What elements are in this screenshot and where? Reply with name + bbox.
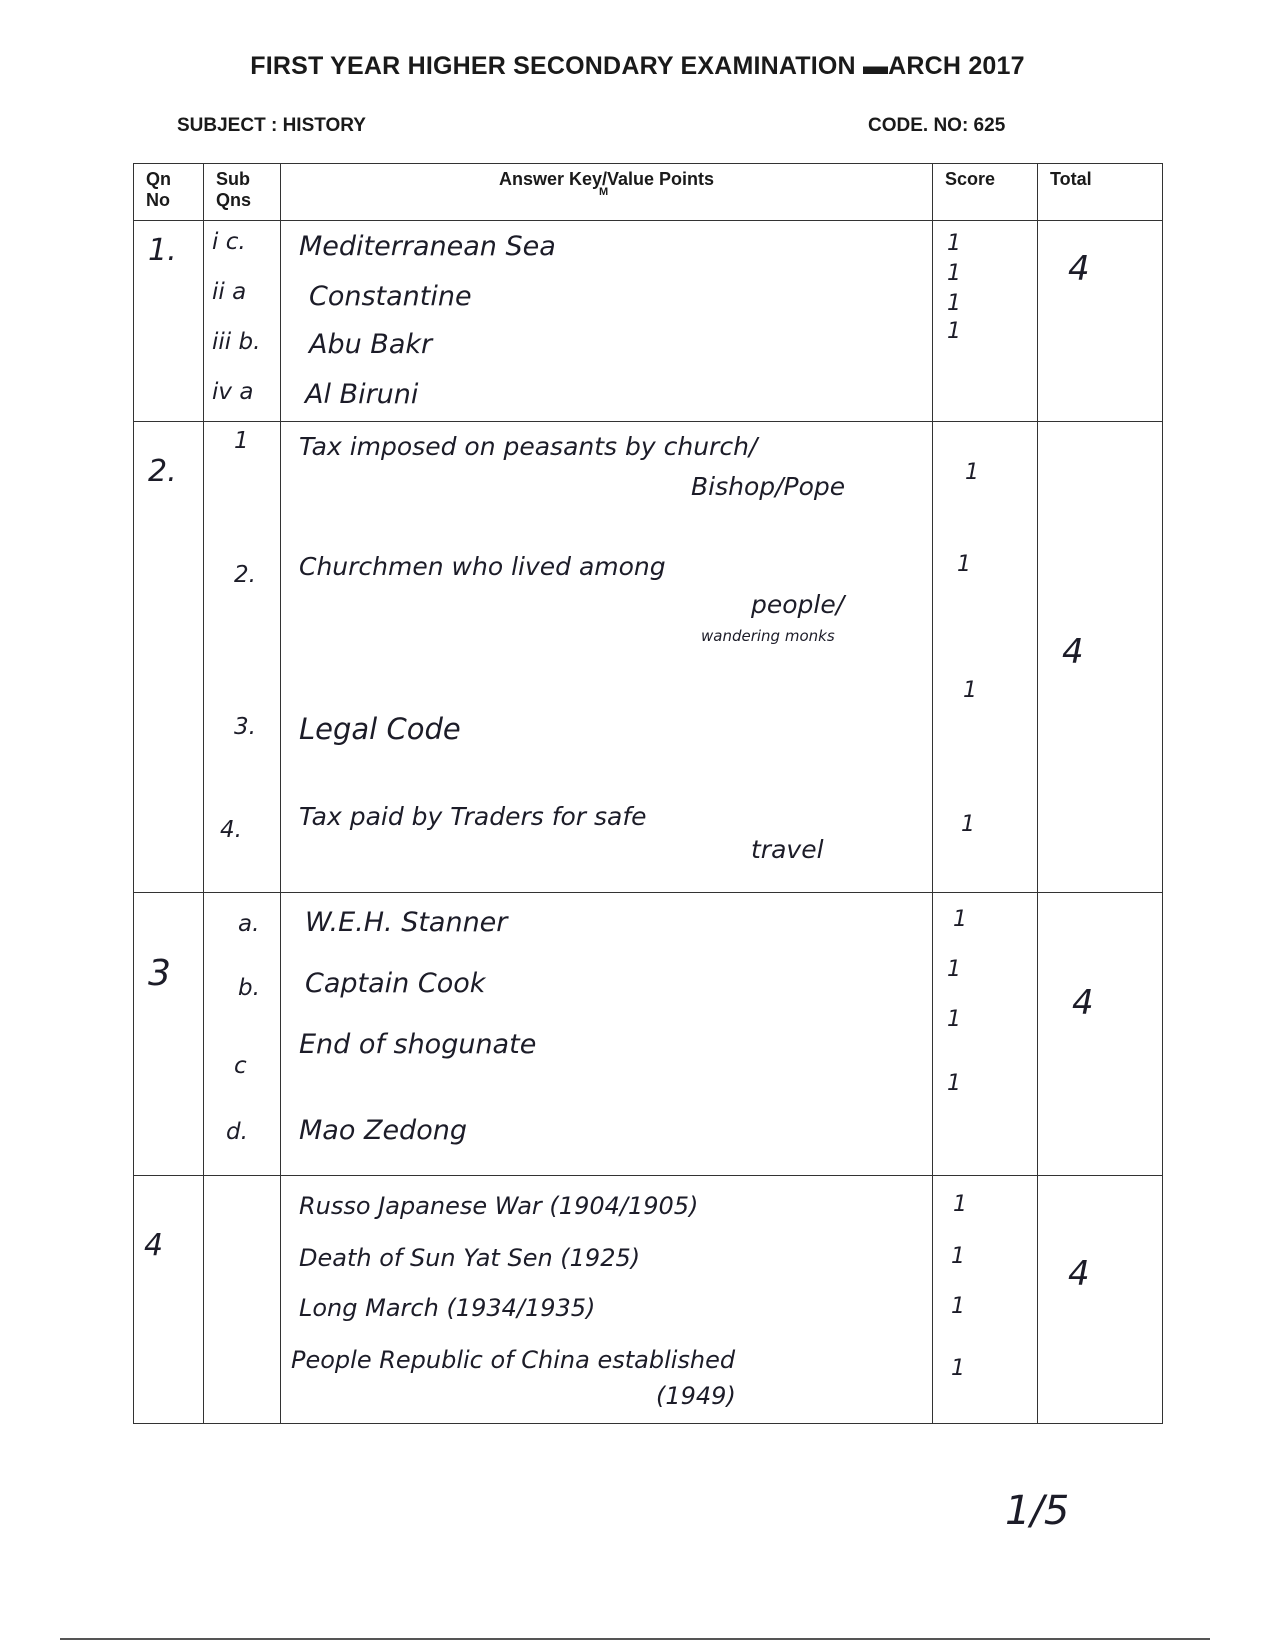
answer-text: Bishop/Pope — [691, 472, 846, 501]
score-value: 1 — [947, 291, 961, 316]
sub-label: ii a — [212, 279, 247, 305]
answer-text: People Republic of China established — [291, 1346, 736, 1374]
sub-label: i c. — [212, 229, 246, 255]
total-value: 4 — [1062, 632, 1084, 672]
table-row — [134, 1176, 1163, 1424]
header-qn-no: Qn No — [134, 164, 204, 221]
answer-text: Death of Sun Yat Sen (1925) — [299, 1244, 641, 1272]
total-cell — [1038, 1176, 1163, 1424]
score-value: 1 — [957, 552, 971, 577]
sub-label: d. — [226, 1119, 248, 1145]
answer-text: people/ — [751, 590, 845, 619]
subject-label: SUBJECT : HISTORY — [177, 115, 366, 136]
answer-text: Captain Cook — [305, 968, 486, 999]
page-number-mark: 1/5 — [1005, 1488, 1070, 1534]
answer-text: Constantine — [309, 281, 472, 312]
total-value: 4 — [1072, 983, 1094, 1023]
score-value: 1 — [953, 1192, 967, 1217]
answer-text: wandering monks — [701, 627, 835, 645]
qn-cell — [134, 1176, 204, 1424]
answer-text: End of shogunate — [299, 1029, 537, 1060]
total-cell — [1038, 221, 1163, 422]
sub-label: iv a — [212, 379, 254, 405]
score-value: 1 — [947, 1071, 961, 1096]
sub-cell — [204, 893, 281, 1176]
sub-label: 4. — [220, 817, 242, 843]
score-cell — [933, 1176, 1038, 1424]
qn-number: 2. — [148, 454, 177, 489]
answer-text: Churchmen who lived among — [299, 552, 666, 581]
total-value: 4 — [1068, 249, 1090, 289]
table-row — [134, 893, 1163, 1176]
code-number: CODE. NO: 625 — [868, 115, 1006, 136]
score-value: 1 — [961, 812, 975, 837]
sub-label: a. — [238, 911, 260, 937]
footer-divider — [60, 1638, 1210, 1640]
answer-text: travel — [751, 835, 824, 864]
score-value: 1 — [947, 319, 961, 344]
qn-number: 1. — [148, 233, 177, 268]
score-value: 1 — [951, 1294, 965, 1319]
score-value: 1 — [953, 907, 967, 932]
answer-text: Legal Code — [299, 712, 461, 746]
total-value: 4 — [1068, 1254, 1090, 1294]
score-cell — [933, 422, 1038, 893]
qn-cell — [134, 422, 204, 893]
answer-cell — [281, 893, 933, 1176]
sub-label: c — [234, 1053, 247, 1079]
answer-text: Al Biruni — [305, 379, 419, 410]
answer-text: Tax imposed on peasants by church/ — [299, 432, 758, 461]
sub-label: b. — [238, 975, 260, 1001]
sub-label: 1 — [234, 428, 249, 454]
sub-label: 2. — [234, 562, 256, 588]
answer-cell — [281, 422, 933, 893]
answer-key-table — [133, 163, 1163, 1424]
answer-text: (1949) — [656, 1382, 736, 1410]
answer-text: Russo Japanese War (1904/1905) — [299, 1192, 699, 1220]
header-answer-text: Answer Key/Value Points — [498, 169, 715, 189]
answer-cell — [281, 221, 933, 422]
qn-number: 3 — [148, 953, 171, 994]
sub-cell — [204, 221, 281, 422]
table-row — [134, 422, 1163, 893]
header-total: Total — [1038, 164, 1163, 221]
score-cell — [933, 893, 1038, 1176]
answer-cell — [281, 1176, 933, 1424]
score-value: 1 — [965, 460, 979, 485]
score-value: 1 — [951, 1244, 965, 1269]
answer-text: Long March (1934/1935) — [299, 1294, 596, 1322]
score-value: 1 — [947, 261, 961, 286]
total-cell — [1038, 422, 1163, 893]
header-score: Score — [933, 164, 1038, 221]
header-insert-mark: M — [599, 186, 609, 198]
qn-cell — [134, 893, 204, 1176]
answer-text: Mediterranean Sea — [299, 231, 556, 262]
total-cell — [1038, 893, 1163, 1176]
table-row — [134, 221, 1163, 422]
answer-text: W.E.H. Stanner — [305, 907, 508, 938]
score-value: 1 — [947, 231, 961, 256]
answer-text: Abu Bakr — [309, 329, 433, 360]
score-cell — [933, 221, 1038, 422]
score-value: 1 — [947, 1007, 961, 1032]
qn-cell — [134, 221, 204, 422]
score-value: 1 — [963, 678, 977, 703]
sub-cell — [204, 422, 281, 893]
sub-label: 3. — [234, 714, 256, 740]
answer-text: Tax paid by Traders for safe — [299, 802, 647, 831]
qn-number: 4 — [144, 1228, 164, 1263]
sub-cell — [204, 1176, 281, 1424]
sub-label: iii b. — [212, 329, 261, 355]
answer-text: Mao Zedong — [299, 1115, 467, 1146]
exam-title: FIRST YEAR HIGHER SECONDARY EXAMINATION ▬ARCH 2017 — [250, 52, 1025, 80]
header-sub-qns: Sub Qns — [204, 164, 281, 221]
header-answer-key — [281, 164, 933, 221]
score-value: 1 — [951, 1356, 965, 1381]
score-value: 1 — [947, 957, 961, 982]
table-header-row — [134, 164, 1163, 221]
